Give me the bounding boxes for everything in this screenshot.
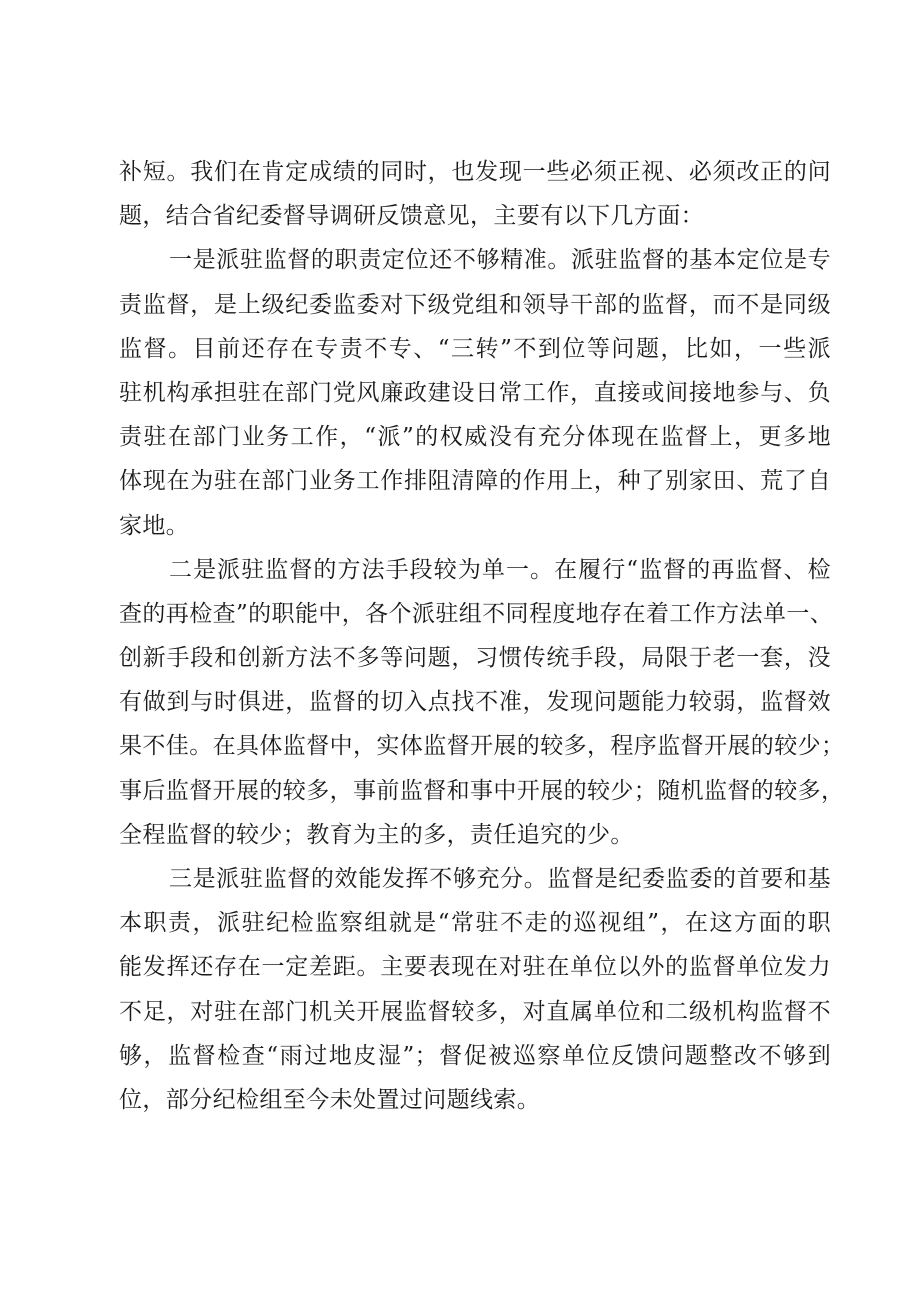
text-line: 题，结合省纪委督导调研反馈意见，主要有以下几方面： [119, 203, 704, 230]
text-line: 监督。目前还存在专责不专、“三转”不到位等问题，比如，一些派 [119, 335, 831, 362]
document-body [119, 150, 845, 1122]
text-line: 位，部分纪检组至今未处置过问题线索。 [119, 1086, 541, 1113]
text-line: 全程监督的较少；教育为主的多，责任追究的少。 [119, 821, 634, 848]
text-line: 责驻在部门业务工作，“派”的权威没有充分体现在监督上，更多地 [119, 424, 831, 451]
text-line: 够，监督检查“雨过地皮湿”；督促被巡察单位反馈问题整改不够到 [119, 1042, 831, 1069]
text-line: 事后监督开展的较多，事前监督和事中开展的较少；随机监督的较多， [119, 777, 845, 804]
text-line: 补短。我们在肯定成绩的同时，也发现一些必须正视、必须改正的问 [119, 159, 831, 185]
text-line: 不足，对驻在部门机关开展监督较多，对直属单位和二级机构监督不 [119, 998, 831, 1025]
text-line: 创新手段和创新方法不多等问题，习惯传统手段，局限于老一套，没 [119, 645, 831, 672]
text-line: 体现在为驻在部门业务工作排阻清障的作用上，种了别家田、荒了自 [119, 468, 831, 495]
text-line: 责监督，是上级纪委监委对下级党组和领导干部的监督，而不是同级 [119, 291, 831, 318]
paragraph-start-line: 三是派驻监督的效能发挥不够充分。监督是纪委监委的首要和基 [169, 866, 831, 892]
text-line: 本职责，派驻纪检监察组就是“常驻不走的巡视组”，在这方面的职 [119, 910, 831, 937]
text-line: 有做到与时俱进，监督的切入点找不准，发现问题能力较弱，监督效 [119, 689, 831, 716]
text-line: 家地。 [119, 512, 190, 539]
text-line: 查的再检查”的职能中，各个派驻组不同程度地存在着工作方法单一、 [119, 600, 834, 627]
paragraph-start-line: 一是派驻监督的职责定位还不够精准。派驻监督的基本定位是专 [169, 247, 831, 274]
text-line: 驻机构承担驻在部门党风廉政建设日常工作，直接或间接地参与、负 [119, 379, 831, 406]
text-line: 能发挥还存在一定差距。主要表现在对驻在单位以外的监督单位发力 [119, 954, 831, 981]
text-line: 果不佳。在具体监督中，实体监督开展的较多，程序监督开展的较少； [119, 733, 845, 760]
paragraph-start-line: 二是派驻监督的方法手段较为单一。在履行“监督的再监督、检 [169, 556, 831, 583]
